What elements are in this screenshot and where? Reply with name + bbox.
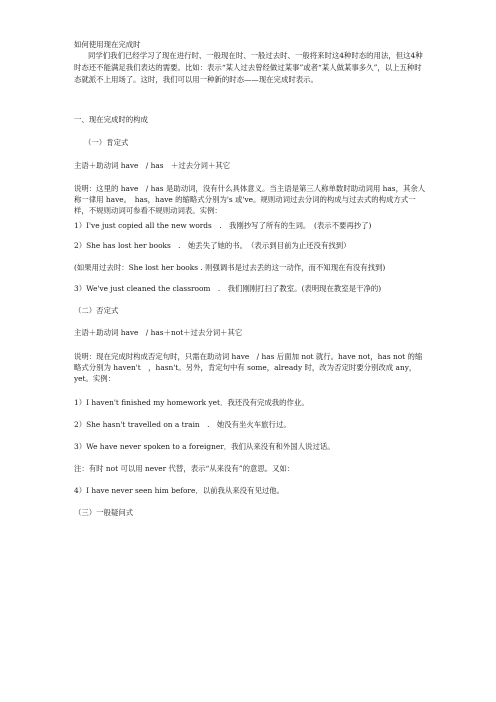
- intro-paragraph: 同学们我们已经学习了现在进行时、一般现在时、一般过去时、一般将来时这4种时态的用法，但这4种时态还不能满足我们表达的需要。比如：表示“某人过去曾经做过某事”或者“某人做某事多久”，以上五种时态就派不上用场了。这时，我们可以用一种新的时态——现在完成时表示。: [74, 51, 423, 84]
- example-2-3: 3）We have never spoken to a foreigner．我们从来没有和外国人说过话。: [74, 442, 335, 451]
- sub1-formula: 主语＋助动词 have / has ＋过去分词＋其它: [74, 161, 231, 170]
- section1-heading: 一、现在完成时的构成: [74, 115, 148, 124]
- example-1-2b: (如果用过去时：She lost her books . 则强调书是过去丢的这一动作，而不知现在有没有找到): [74, 263, 386, 272]
- example-2-4: 4）I have never seen him before．以前我从来没有见过他。: [74, 486, 285, 495]
- sub2-heading: （二）否定式: [74, 306, 119, 315]
- example-1-1: 1）I've just copied all the new words . 我刚抄写了所有的生词。 (表示不要再抄了): [74, 221, 372, 230]
- example-1-3: 3）We've just cleaned the classroom . 我们刚刚打扫了教室。(表明现在教室是干净的): [74, 284, 382, 293]
- sub1-heading: （一）肯定式: [84, 138, 129, 147]
- example-1-2: 2）She has lost her books . 她丢失了她的书。 （表示到目前为止还没有找到）: [74, 241, 351, 250]
- doc-title: 如何使用现在完成时: [74, 40, 141, 49]
- sub2-formula: 主语＋助动词 have / has＋not＋过去分词＋其它: [74, 328, 243, 337]
- sub1-note: 说明：这里的 have / has 是助动词，没有什么具体意义。当主语是第三人称单数时助动词用 has，其余人称一律用 have。 has，have 的缩略式分别为's 或've。规则动词过去分词的构成与过去式的构成方式一样，不规则动词可参看不规则动词表。实例：: [74, 184, 426, 215]
- sub2-note: 说明：现在完成时构成否定句时，只需在助动词 have / has 后面加 not 就行。have not，has not 的缩略式分别为 haven't ，hasn't。另外，肯定句中有 some，already 时，改为否定时要分别改成 any，yet。实例：: [74, 352, 423, 383]
- sub3-heading: （三）一般疑问式: [74, 508, 134, 517]
- example-2-note: 注：有时 not 可以用 never 代替，表示“从来没有”的意思。又如：: [74, 464, 295, 473]
- example-2-2: 2）She hasn't travelled on a train . 她没有坐火车旅行过。: [74, 420, 291, 429]
- example-2-1: 1）I haven't finished my homework yet．我还没有完成我的作业。: [74, 398, 309, 407]
